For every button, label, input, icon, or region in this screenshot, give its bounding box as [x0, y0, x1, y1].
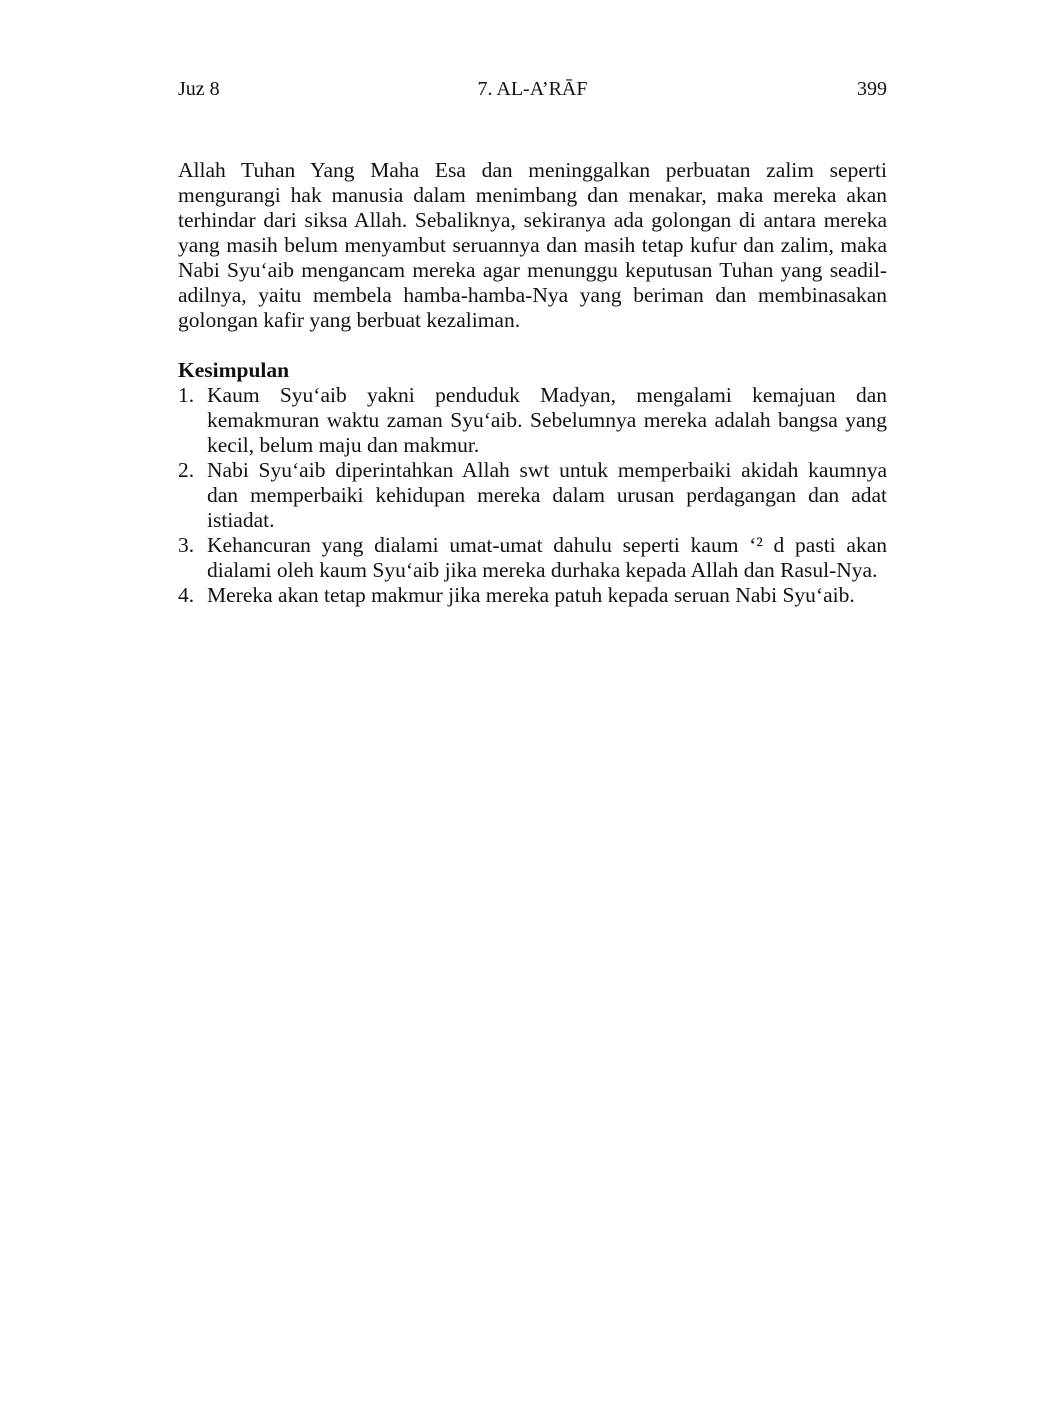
page-number: 399 [857, 78, 887, 100]
list-item-number: 4. [178, 583, 195, 607]
list-item-text: Mereka akan tetap makmur jika mereka patuh kepada seruan Nabi Syu‘aib. [207, 583, 855, 607]
juz-label: Juz 8 [178, 78, 220, 100]
list-item [178, 383, 887, 458]
conclusion-list [178, 383, 887, 608]
body-paragraph: Allah Tuhan Yang Maha Esa dan meninggalkan perbuatan zalim seperti mengurangi hak manusia dalam menimbang dan menakar, maka mereka akan terhindar dari siksa Allah. Sebaliknya, sekiranya ada golongan di antara mereka yang masih belum menyambut seruannya dan masih tetap kufur dan zalim, maka Nabi Syu‘aib mengancam mereka agar menunggu keputusan Tuhan yang seadil-adilnya, yaitu membela hamba-hamba-Nya yang beriman dan membinasakan golongan kafir yang berbuat kezaliman. [178, 158, 887, 332]
list-item [178, 458, 887, 533]
list-item [178, 583, 887, 608]
section-heading: Kesimpulan [178, 358, 290, 382]
list-item-number: 2. [178, 458, 195, 482]
list-item [178, 533, 887, 583]
list-item-text: Nabi Syu‘aib diperintahkan Allah swt untuk memperbaiki akidah kaumnya dan memperbaiki kehidupan mereka dalam urusan perdagangan dan adat istiadat. [207, 458, 887, 532]
list-item-number: 3. [178, 533, 195, 557]
list-item-number: 1. [178, 383, 195, 407]
page-header [178, 76, 887, 102]
page-content [178, 158, 887, 608]
list-item-text: Kehancuran yang dialami umat-umat dahulu seperti kaum ‘² d pasti akan dialami oleh kaum Syu‘aib jika mereka durhaka kepada Allah dan Rasul-Nya. [207, 533, 887, 582]
surah-title: 7. AL-A’RĀF [477, 78, 588, 100]
list-item-text: Kaum Syu‘aib yakni penduduk Madyan, mengalami kemajuan dan kemakmuran waktu zaman Syu‘aib. Sebelumnya mereka adalah bangsa yang kecil, belum maju dan makmur. [207, 383, 887, 457]
